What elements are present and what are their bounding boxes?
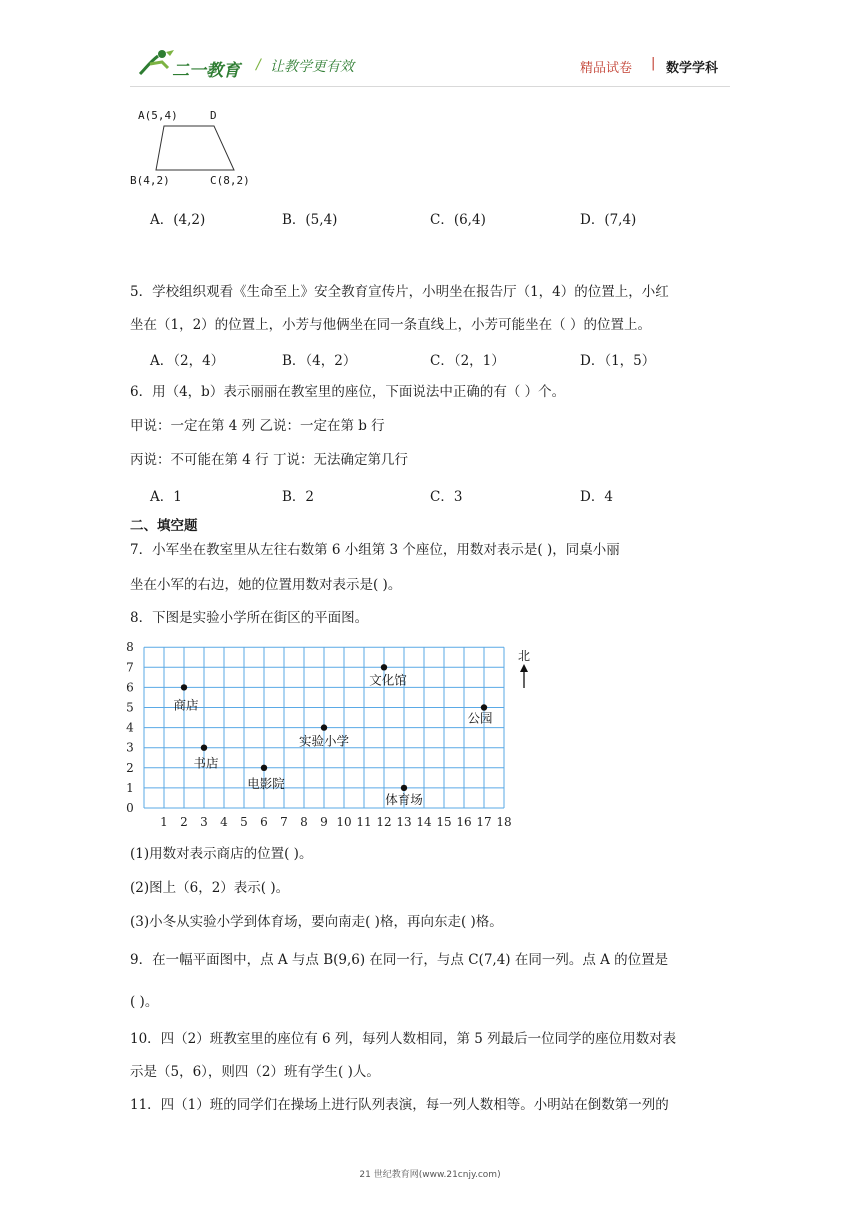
- map-point: [201, 745, 207, 751]
- q6-option-a[interactable]: A．1: [150, 489, 182, 505]
- q9-line2: ( )。: [130, 994, 159, 1010]
- q6-option-d[interactable]: D．4: [580, 489, 613, 505]
- y-tick-label: 1: [126, 780, 134, 795]
- header-divider: |: [651, 56, 656, 71]
- map-point-label: 实验小学: [298, 733, 350, 749]
- label-b: B(4,2): [130, 174, 170, 187]
- q5-option-c[interactable]: C．（2，1）: [430, 353, 505, 369]
- header: [0, 0, 860, 90]
- trapezoid-figure: [130, 106, 270, 192]
- map-point: [181, 684, 187, 690]
- q5-option-d[interactable]: D．（1，5）: [580, 353, 656, 369]
- x-tick-label: 17: [476, 815, 492, 829]
- street-map-chart: [126, 640, 546, 840]
- map-point: [261, 765, 267, 771]
- map-point-label: 商店: [173, 697, 199, 713]
- y-tick-label: 8: [126, 640, 134, 655]
- label-a: A(5,4): [138, 109, 178, 122]
- map-point: [321, 724, 327, 730]
- footer: 21 世纪教育网(www.21cnjy.com): [359, 1170, 501, 1180]
- x-tick-label: 2: [180, 815, 188, 829]
- map-point-label: 书店: [193, 755, 219, 771]
- map-point-label: 文化馆: [369, 672, 407, 688]
- q7-line1: 7．小军坐在教室里从左往右数第 6 小组第 3 个座位，用数对表示是( )，同桌小丽: [130, 542, 620, 558]
- x-tick-label: 3: [200, 815, 208, 829]
- y-tick-label: 4: [126, 720, 134, 735]
- north-arrowhead-icon: [520, 664, 528, 672]
- x-tick-label: 11: [356, 815, 372, 829]
- q5-option-a[interactable]: A．（2，4）: [150, 353, 225, 369]
- q4-option-d[interactable]: D．(7,4): [580, 212, 637, 228]
- q11-line1: 11．四（1）班的同学们在操场上进行队列表演，每一列人数相等。小明站在倒数第一列的: [130, 1097, 669, 1113]
- q10-line1: 10．四（2）班教室里的座位有 6 列，每列人数相同，第 5 列最后一位同学的座位用数对表: [130, 1031, 677, 1047]
- q9-line1: 9．在一幅平面图中，点 A 与点 B(9,6) 在同一行，与点 C(7,4) 在同一列。点 A 的位置是: [130, 952, 669, 968]
- q6-option-c[interactable]: C．3: [430, 489, 463, 505]
- y-tick-label: 3: [126, 740, 134, 755]
- x-tick-label: 13: [396, 815, 412, 829]
- y-tick-label: 7: [126, 660, 134, 675]
- map-point-label: 公园: [467, 710, 493, 726]
- q8-intro: 8．下图是实验小学所在街区的平面图。: [130, 610, 369, 626]
- x-tick-label: 15: [436, 815, 452, 829]
- q6-line1: 6．用（4，b）表示丽丽在教室里的座位，下面说法中正确的有（ ）个。: [130, 384, 566, 400]
- q8-sub2: (2)图上（6，2）表示( )。: [130, 880, 290, 896]
- subject-label: 数学学科: [666, 61, 719, 76]
- separator-slash: /: [256, 57, 261, 73]
- x-tick-label: 9: [320, 815, 328, 829]
- map-svg: [126, 640, 546, 840]
- section-title: 二、填空题: [130, 518, 198, 534]
- x-tick-label: 16: [456, 815, 472, 829]
- map-point: [401, 785, 407, 791]
- slogan: 让教学更有效: [270, 59, 354, 75]
- q7-line2: 坐在小军的右边，她的位置用数对表示是( )。: [130, 577, 402, 593]
- x-tick-label: 8: [300, 815, 308, 829]
- x-tick-label: 14: [416, 815, 432, 829]
- x-tick-label: 5: [240, 815, 248, 829]
- y-tick-label: 0: [126, 801, 134, 815]
- q6-line2: 甲说：一定在第 4 列 乙说：一定在第 b 行: [130, 418, 385, 434]
- x-tick-label: 7: [280, 815, 288, 829]
- x-tick-label: 10: [336, 815, 352, 829]
- q4-option-c[interactable]: C．(6,4): [430, 212, 486, 228]
- y-tick-label: 5: [126, 700, 134, 715]
- q5-option-b[interactable]: B．（4，2）: [282, 353, 357, 369]
- map-point-label: 体育场: [385, 791, 423, 807]
- q5-line1: 5．学校组织观看《生命至上》安全教育宣传片，小明坐在报告厅（1，4）的位置上，小红: [130, 284, 669, 300]
- y-tick-label: 2: [126, 760, 134, 775]
- label-c: C(8,2): [210, 174, 250, 187]
- x-tick-label: 12: [376, 815, 392, 829]
- q6-line3: 丙说：不可能在第 4 行 丁说：无法确定第几行: [130, 452, 408, 468]
- runner-logo-icon: [136, 48, 176, 78]
- q10-line2: 示是（5，6），则四（2）班有学生( )人。: [130, 1064, 380, 1080]
- premium-label: 精品试卷: [580, 61, 633, 76]
- x-tick-label: 4: [220, 815, 228, 829]
- q5-line2: 坐在（1，2）的位置上，小芳与他俩坐在同一条直线上，小芳可能坐在（ ）的位置上。: [130, 317, 651, 333]
- map-point-label: 电影院: [247, 775, 285, 791]
- y-tick-label: 6: [126, 680, 134, 695]
- header-rule: [130, 86, 730, 87]
- q4-option-b[interactable]: B．(5,4): [282, 212, 338, 228]
- q8-sub1: (1)用数对表示商店的位置( )。: [130, 846, 313, 862]
- q4-option-a[interactable]: A．(4,2): [150, 212, 206, 228]
- x-tick-label: 18: [496, 815, 512, 829]
- x-tick-label: 1: [160, 815, 168, 829]
- map-point: [381, 664, 387, 670]
- north-label: 北: [517, 649, 531, 663]
- x-tick-label: 6: [260, 815, 268, 829]
- label-d: D: [210, 109, 217, 122]
- q6-option-b[interactable]: B．2: [282, 489, 315, 505]
- logo-text: 二一教育: [172, 61, 240, 81]
- q8-sub3: (3)小冬从实验小学到体育场，要向南走( )格，再向东走( )格。: [130, 914, 503, 930]
